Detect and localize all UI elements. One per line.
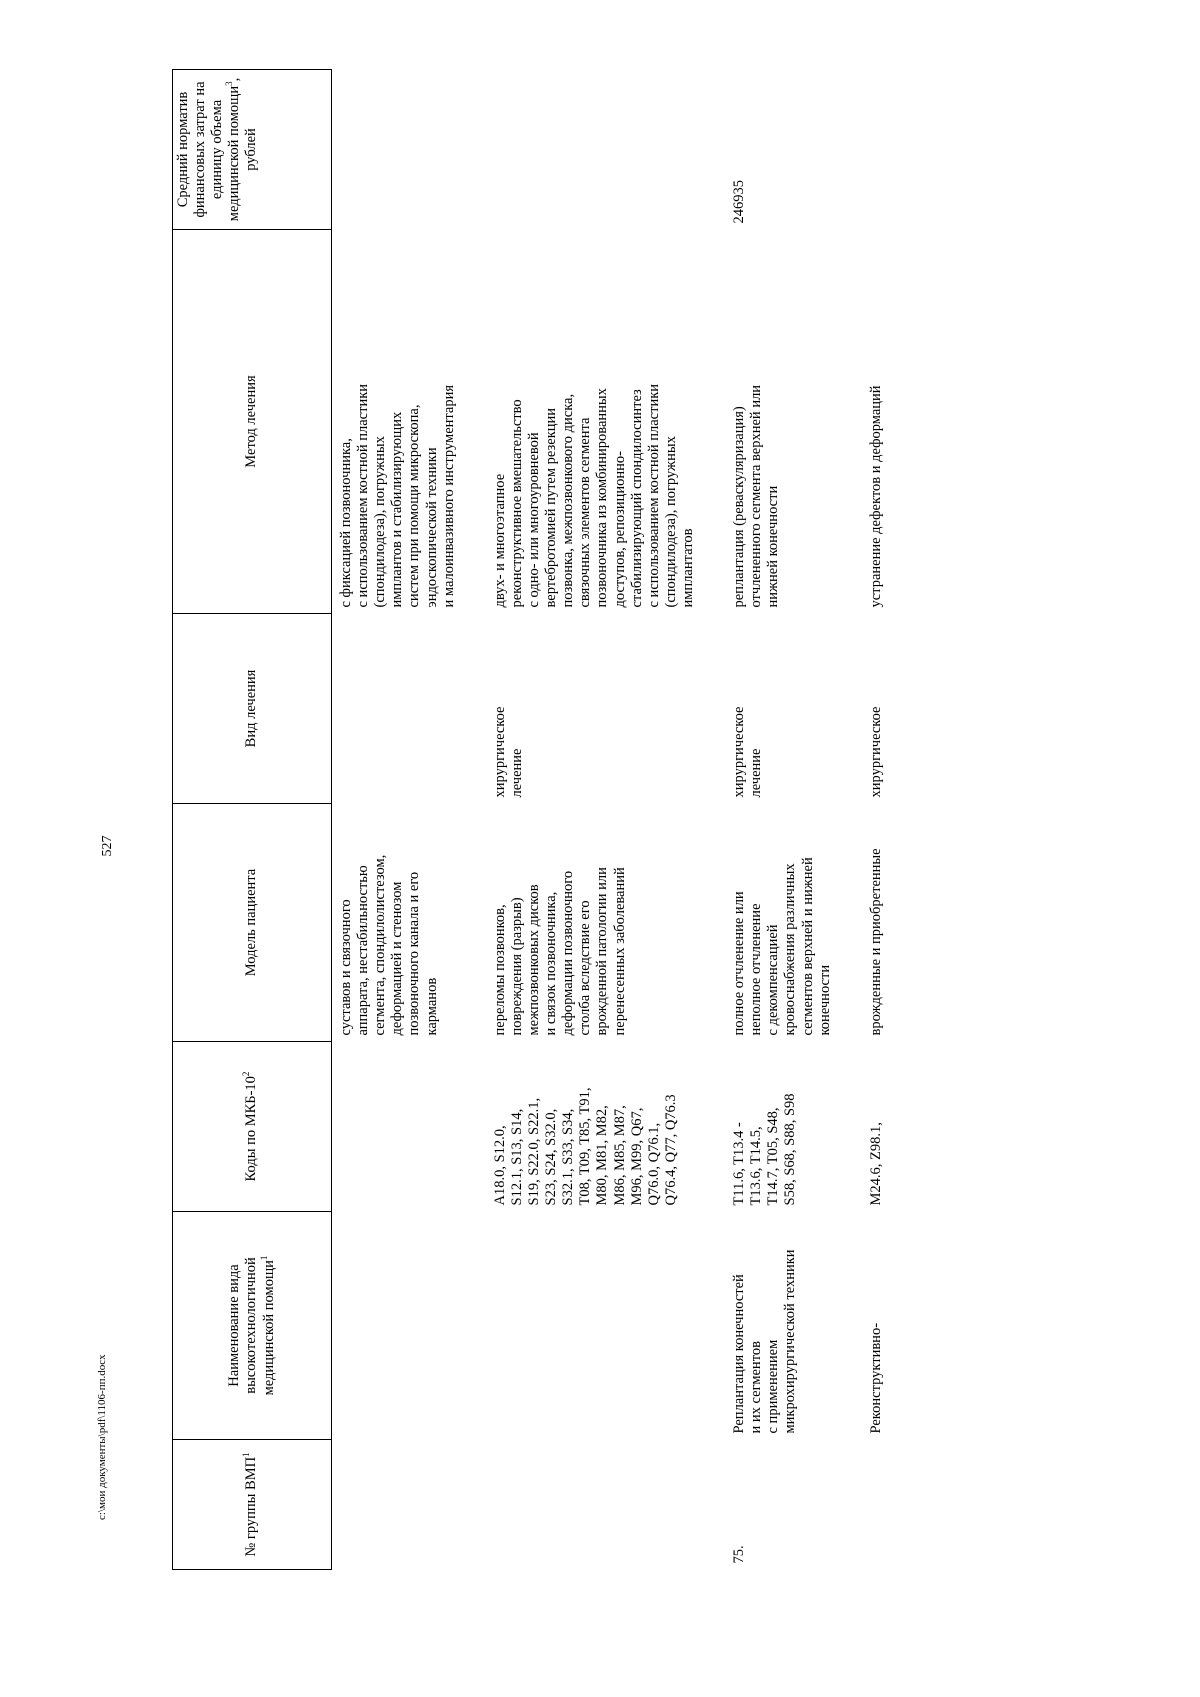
cell-kind: хирургическое лечение (491, 706, 525, 798)
header-norm: Средний норматив финансовых затрат на единицу объема медицинской помощи$^3$, рублей (173, 70, 332, 230)
rotated-page-content (172, 70, 1200, 1570)
cell-codes (332, 1042, 486, 1212)
cell-method: устранение дефектов и деформаций (867, 385, 884, 608)
table-row (862, 70, 913, 1570)
cell-norm (486, 70, 725, 230)
header-codes: Коды по МКБ-$10^2$ (173, 1042, 332, 1212)
header-name: Наименование вида высокотехнологичной медицинской помощи$^1$ (173, 1212, 332, 1440)
cell-kind: хирургическое лечение (731, 706, 765, 798)
table-row (486, 70, 725, 1570)
cell-no (486, 1440, 725, 1570)
cell-codes: M24.6, Z98.1, (867, 1122, 884, 1206)
table-row (725, 70, 862, 1570)
cell-no (332, 1440, 486, 1570)
table-header-row (173, 70, 332, 1570)
header-group-no: № группы ВМП$^1$ (173, 1440, 332, 1570)
header-method: Метод лечения (173, 230, 332, 614)
cell-kind (332, 614, 486, 804)
cell-norm: 246935 (731, 180, 748, 224)
cell-codes: T11.6, T13.4 - T13.6, T14.5, T14.7, T05, S48, S58, S68, S88, S98 (731, 1093, 799, 1206)
cell-method: с фиксацией позвоночника, с использованием костной пластики (спондилодеза), погружных имплантов и стабилизирующих систем при помощи микроскопа, эндоскопической техники и малоинвазивного инструментария (338, 383, 457, 608)
header-model: Модель пациента (173, 804, 332, 1042)
header-kind: Вид лечения (173, 614, 332, 804)
cell-codes: A18.0, S12.0, S12.1, S13, S14, S19, S22.0, S22.1, S23, S24, S32.0, S32.1, S33, S34, T08, T09, T85, T91, M80, M81, M82, M86, M85, M87, M96, M99, Q67, Q76.0, Q76.1, Q76.4, Q77, Q76.3 (491, 1087, 679, 1206)
cell-model: переломы позвонков, повреждения (разрыв) межпозвонковых дисков и связок позвоночника, деформации позвоночного столба вследствие его врожденной патологии или перенесенных заболеваний (491, 867, 628, 1036)
footer-file-path: c:\мои документы\pdf\1106-пп.docx (96, 1354, 108, 1520)
cell-no: 75. (731, 1545, 748, 1564)
cell-name (332, 1212, 486, 1440)
cell-norm (332, 70, 486, 230)
cell-model: суставов и связочного аппарата, нестабильностью сегмента, спондилолистезом, деформацией и стенозом позвоночного канала и его карманов (338, 854, 440, 1036)
cell-no (862, 1440, 913, 1570)
cell-norm (862, 70, 913, 230)
cell-method: реплантация (реваскуляризация) отчлененного сегмента верхней или нижней конечности (731, 384, 782, 608)
cell-name: Реконструктивно- (867, 1322, 884, 1434)
cell-name (486, 1212, 725, 1440)
cell-method: двух- и многоэтапное реконструктивное вмешательство с одно- или многоуровневой вертебротомией путем резекции позвонка, межпозвонкового диска, связочных элементов сегмента позвоночника из комбинированных доступов, репозиционно- стабилизирующий спондилосинтез с использованием костной пластики (спондилодеза), погружных имплантатов (491, 383, 696, 608)
table-row (332, 70, 486, 1570)
cell-name: Реплантация конечностей и их сегментов с применением микрохирургической техники (731, 1249, 799, 1434)
cell-model: полное отчленение или неполное отчленение с декомпенсацией кровоснабжения различных сегментов верхней и нижней конечности (731, 857, 833, 1036)
cell-kind: хирургическое (867, 706, 884, 798)
cell-model: врожденные и приобретенные (867, 848, 884, 1036)
vmp-table (172, 69, 913, 1570)
page-number: 527 (100, 835, 115, 857)
